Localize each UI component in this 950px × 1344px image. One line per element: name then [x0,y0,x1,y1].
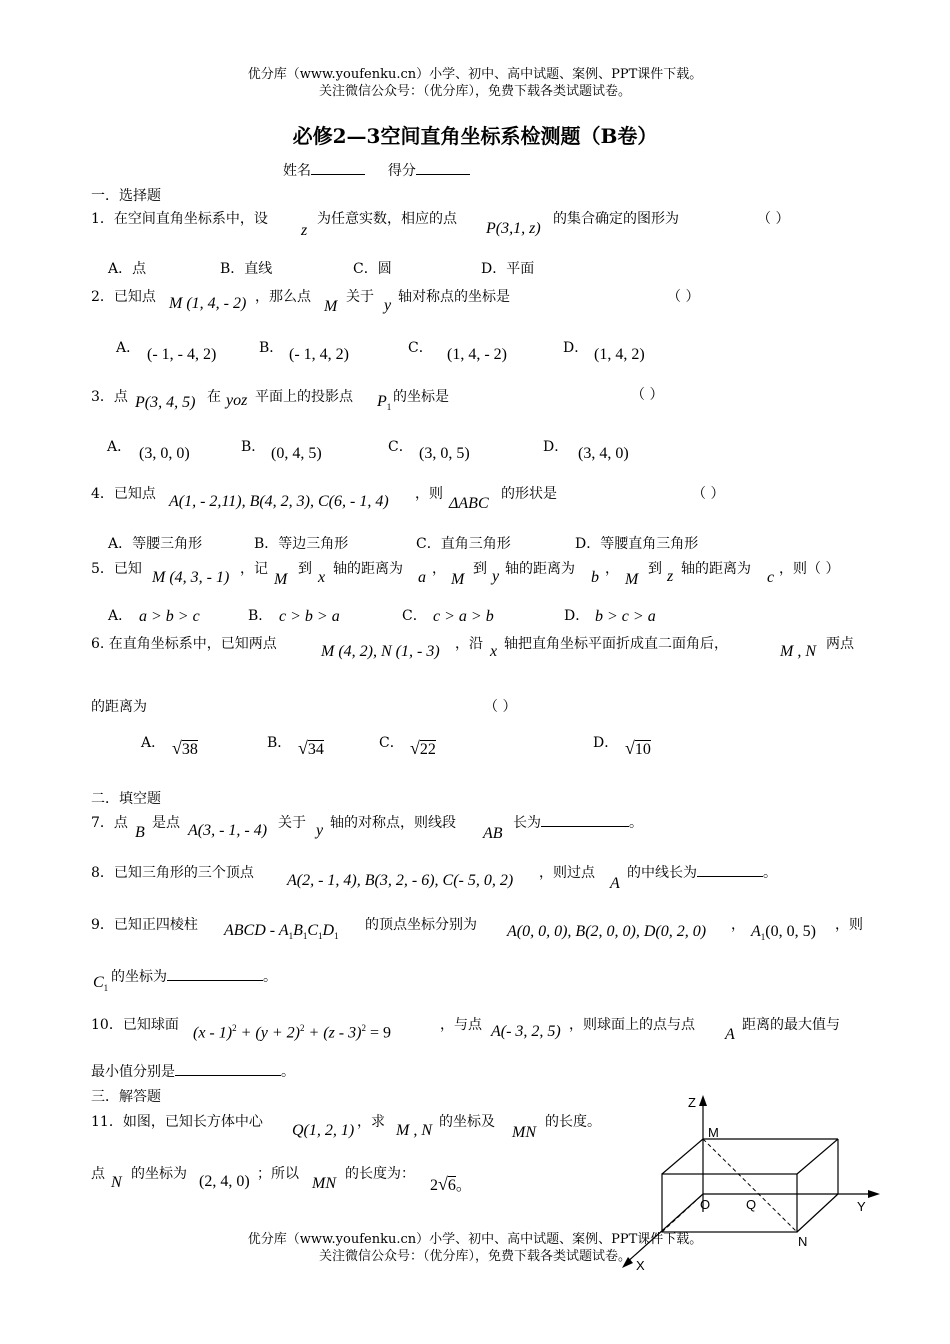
q11-segment-mn: MN [512,1124,536,1141]
q2-option-d: (1, 4, 2) [594,346,645,363]
q3-letter-d: D． [543,439,569,455]
label-m: M [708,1125,719,1140]
q11-segment-mn-2: MN [312,1175,336,1192]
q2-letter-a: A． [116,340,141,356]
q11-text-d: 的长度。 [545,1114,601,1130]
q10-text-d: 距离的最大值与 [742,1017,840,1033]
q6-answer-paren: （ ） [484,699,517,715]
q9-text-b: 的顶点坐标分别为 [365,917,477,933]
q11-answer-a: 点 [91,1166,105,1182]
name-label: 姓名 [283,163,311,179]
q9-text-d: ，则 [835,917,863,933]
q1-option-b: B．直线 [220,261,273,277]
q6-letter-b: B． [267,735,292,751]
q6-option-b: √34 [298,738,324,758]
q9-points: A(0, 0, 0), B(2, 0, 0), D(0, 2, 0) [507,923,707,940]
diagonal-mn [703,1139,797,1232]
header-line-2: 关注微信公众号：（优分库），免费下载各类试题试卷。 [318,84,631,99]
q1-var-z: z [301,222,308,239]
q6-letter-c: C． [379,735,404,751]
q2-text-a: 2．已知点 [91,289,156,305]
q10-line-2: 最小值分别是 。 [91,1061,295,1081]
label-o: O [700,1197,711,1212]
q6-points-mn: M , N [780,643,816,660]
q6-text-d: 两点 [826,636,854,652]
q7-segment-ab: AB [483,825,503,842]
q5-text-f: 到 [473,561,487,577]
q3-letter-c: C． [388,439,413,455]
page-title: 必修2—3空间直角坐标系检测题（B卷） [292,124,658,148]
q2-var-m: M [324,298,338,315]
name-blank [311,160,365,175]
q8-blank [697,862,763,877]
q5-var-c: c [767,569,775,586]
q1-text-b: 为任意实数，相应的点 [317,211,457,227]
q2-var-y: y [384,297,392,314]
q5-var-x: x [318,569,326,586]
q2-text-c: 关于 [346,289,374,305]
q5-letter-d: D． [564,608,590,624]
q6-option-c: √22 [410,738,436,758]
header-line-1: 优分库（www.youfenku.cn）小学、初中、高中试题、案例、PPT课件下载。 [247,67,703,82]
q11-points-mn: M , N [396,1122,432,1139]
cuboid-edge [797,1194,838,1232]
q5-text-c: 到 [298,561,312,577]
q2-text-b: ，那么点 [255,289,311,305]
q6-option-a: √38 [172,738,198,758]
q4-text-c: 的形状是 [501,486,557,502]
q11-n-coordinates: (2, 4, 0) [199,1173,250,1190]
q11-var-n: N [111,1174,122,1191]
label-n: N [798,1234,808,1249]
q1-point-p: P(3,1, z) [486,220,541,237]
q1-option-c: C．圆 [353,261,392,277]
q5-text-k: ，则（ ） [779,561,840,577]
q3-answer-paren: （ ） [631,387,664,403]
q3-option-d: (3, 4, 0) [578,445,629,462]
q3-plane-yoz: yoz [226,392,248,409]
q5-var-b: b [591,569,599,586]
q3-option-b: (0, 4, 5) [271,445,322,462]
q4-option-a: A．等腰三角形 [108,536,203,552]
q11-text-c: 的坐标及 [439,1114,495,1130]
q10-point-a: A(- 3, 2, 5) [491,1023,561,1040]
q3-letter-a: A． [107,439,132,455]
q7-text-c: 关于 [278,815,306,831]
section-choice-heading: 一．选择题 [91,188,161,204]
q9-blank [167,966,263,981]
y-axis-arrow [868,1190,880,1198]
q2-option-c: (1, 4, - 2) [447,346,507,363]
q4-points: A(1, - 2,11), B(4, 2, 3), C(6, - 1, 4) [169,493,389,510]
q1-option-a: A．点 [108,261,147,277]
q1-option-d: D．平面 [481,261,535,277]
q4-triangle: ΔABC [449,495,489,512]
q4-option-c: C．直角三角形 [416,536,511,552]
q6-text-c: 轴把直角坐标平面折成直二面角后， [504,636,728,652]
q7-blank [541,812,629,827]
q3-text-b: 在 [207,389,221,405]
q4-answer-paren: （ ） [692,486,725,502]
q10-text-c: ，则球面上的点与点 [569,1017,695,1033]
q5-var-z: z [667,568,674,585]
label-x: X [636,1258,645,1273]
q10-sphere-equation: $(x - 1)^2 + (y + 2)^2 + (z - 3)^2 = 9$ [193,1023,391,1042]
q9-text-c: ， [731,917,745,933]
q9-point-a1: $A_1(0$, 0, 5) [751,923,816,943]
q6-text-a: 6. 在直角坐标系中，已知两点 [91,636,277,652]
q11-text-a: 11．如图，已知长方体中心 [91,1114,263,1130]
q2-text-d: 轴对称点的坐标是 [398,289,510,305]
q4-option-d: D．等腰直角三角形 [575,536,699,552]
q2-option-b: (- 1, 4, 2) [289,346,349,363]
q9-prism: ABCD - $A_1B_1C_1D_1$ [224,922,339,942]
q3-text-a: 3．点 [91,389,128,405]
q5-text-j: 轴的距离为 [681,561,751,577]
label-q: Q [746,1197,757,1212]
q10-var-a: A [725,1026,735,1043]
q5-text-b: ，记 [240,561,268,577]
q5-var-m3: M [625,571,639,588]
q6-points: M (4, 2), N (1, - 3) [321,643,440,660]
q11-answer-d: 的长度为： [345,1166,415,1182]
q6-var-x: x [490,643,498,660]
label-z: Z [688,1095,696,1110]
q5-text-a: 5．已知 [91,561,142,577]
q5-var-y: y [492,568,500,585]
q9-text-a: 9．已知正四棱柱 [91,917,198,933]
footer-line-2: 关注微信公众号：（优分库），免费下载各类试题试卷。 [318,1249,631,1264]
q1-answer-paren: （ ） [757,211,790,227]
q3-option-a: (3, 0, 0) [139,445,190,462]
q6-line-2: 的距离为 [91,699,147,715]
q3-letter-b: B． [241,439,266,455]
question-1: 1．在空间直角坐标系中，设 [91,211,268,227]
q4-option-b: B．等边三角形 [254,536,349,552]
q4-text-b: ，则 [415,486,443,502]
cuboid-edge [662,1139,703,1174]
q5-text-d: 轴的距离为 [333,561,403,577]
q1-text-c: 的集合确定的图形为 [553,211,679,227]
q5-letter-c: C． [402,608,427,624]
q11-text-b: ，求 [357,1114,385,1130]
cuboid-front-face [662,1174,797,1232]
q10-text-b: ，与点 [440,1017,482,1033]
q2-letter-c: C． [408,340,433,356]
q10-blank [175,1061,281,1076]
q5-letter-b: B． [248,608,273,624]
q3-text-d: 的坐标是 [393,389,449,405]
q11-point-q: Q(1, 2, 1) [292,1122,355,1139]
section-fill-heading: 二．填空题 [91,791,161,807]
q5-text-e: ， [432,561,446,577]
q5-point-m: M (4, 3, - 1) [152,569,230,586]
name-score-row [283,160,470,180]
q5-text-g: 轴的距离为 [505,561,575,577]
q9-point-c1: $C_1$ [93,974,109,994]
q7-text-e: 长为 。 [513,812,643,832]
q2-point-m: M (1, 4, - 2) [169,295,247,312]
q6-letter-d: D． [593,735,619,751]
q10-text-a: 10．已知球面 [91,1017,179,1033]
q3-var-p1: $P_1$ [377,393,392,413]
footer-line-1: 优分库（www.youfenku.cn）小学、初中、高中试题、案例、PPT课件下载。 [247,1232,703,1247]
q7-var-b: B [135,824,145,841]
q5-text-i: 到 [648,561,662,577]
q7-text-a: 7．点 [91,815,128,831]
q8-var-a: A [610,875,620,892]
q7-var-y: y [316,822,324,839]
q6-option-d: √10 [625,738,651,758]
section-answer-heading: 三．解答题 [91,1089,161,1105]
q7-text-b: 是点 [152,815,180,831]
q11-length-value: 2√6。 [430,1174,472,1194]
q11-answer-b: 的坐标为 [131,1166,187,1182]
q2-letter-d: D． [563,340,589,356]
q5-option-c: c > a > b [433,608,494,625]
q7-text-d: 轴的对称点，则线段 [330,815,456,831]
q3-point-p: P(3, 4, 5) [135,394,196,411]
q8-text-a: 8．已知三角形的三个顶点 [91,865,254,881]
label-y: Y [857,1199,866,1214]
q9-text-e: 的坐标为 。 [111,966,277,986]
q8-points: A(2, - 1, 4), B(3, 2, - 6), C(- 5, 0, 2) [287,872,514,889]
q5-option-d: b > c > a [595,608,656,625]
q8-text-c: 的中线长为 。 [627,862,777,882]
q4-text-a: 4．已知点 [91,486,156,502]
q2-letter-b: B． [259,340,284,356]
q8-text-b: ，则过点 [539,865,595,881]
q6-text-b: ，沿 [455,636,483,652]
score-blank [416,160,470,175]
q7-point-a: A(3, - 1, - 4) [188,822,268,839]
q6-letter-a: A． [141,735,166,751]
z-axis-arrow [699,1095,707,1106]
cuboid-edge [797,1139,838,1174]
q5-option-a: a > b > c [139,608,200,625]
q2-option-a: (- 1, - 4, 2) [147,346,217,363]
q3-option-c: (3, 0, 5) [419,445,470,462]
q11-answer-c: ；所以 [257,1166,299,1182]
q5-var-a: a [418,569,426,586]
score-label: 得分 [387,163,416,179]
q5-letter-a: A． [108,608,133,624]
q5-var-m1: M [274,571,288,588]
q5-var-m2: M [451,571,465,588]
q5-option-b: c > b > a [279,608,340,625]
q5-text-h: ， [605,561,619,577]
q2-answer-paren: （ ） [667,289,700,305]
q3-text-c: 平面上的投影点 [255,389,353,405]
